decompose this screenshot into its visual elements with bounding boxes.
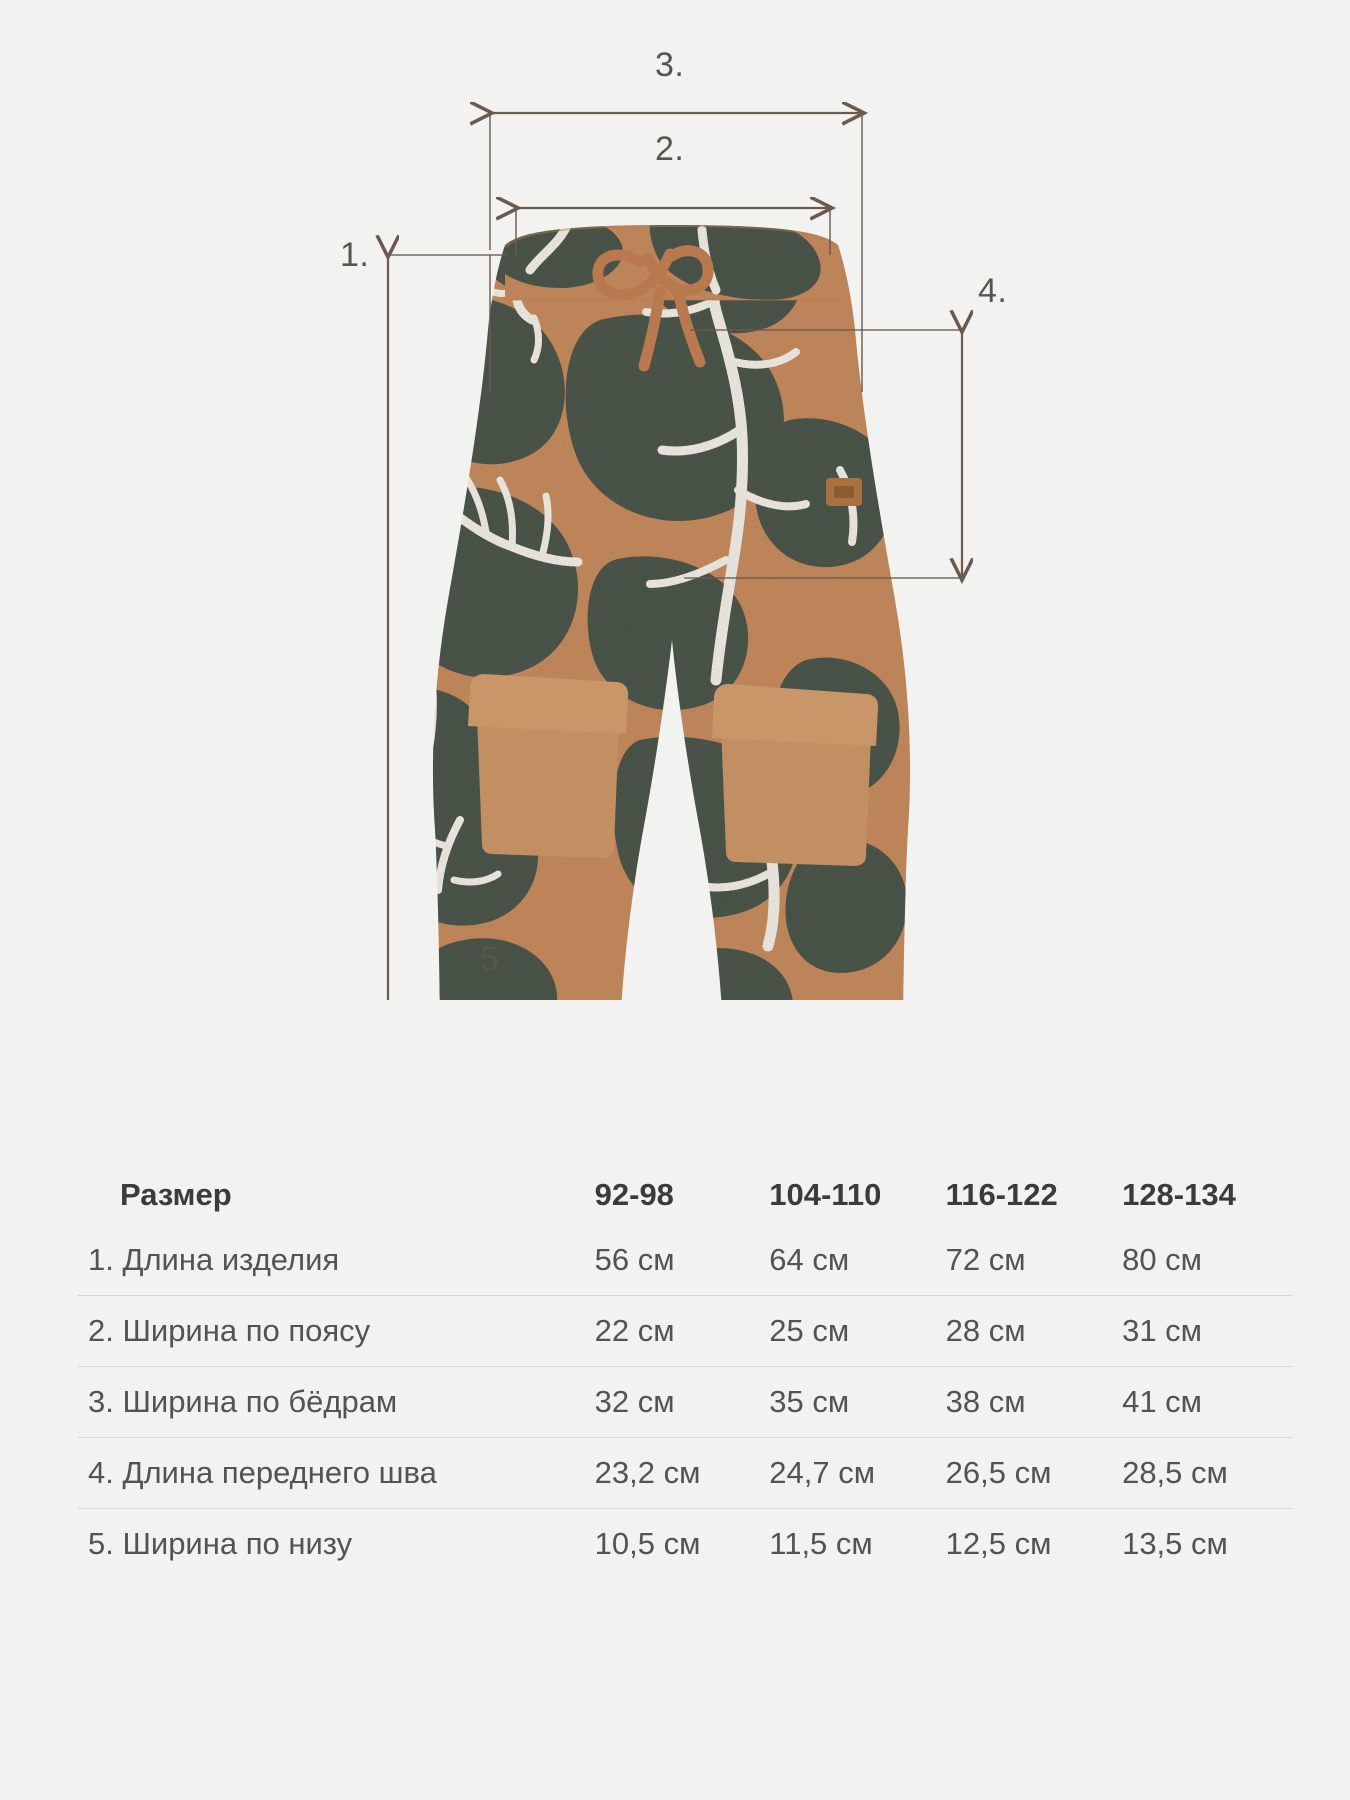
cell-value: 56 см bbox=[594, 1242, 675, 1277]
cell-value: 28 см bbox=[940, 1296, 1116, 1367]
cell-value: 35 см bbox=[763, 1367, 939, 1438]
table-row bbox=[78, 1225, 1293, 1296]
cell-value: 80 см bbox=[1122, 1242, 1202, 1277]
brand-label bbox=[826, 478, 862, 506]
cell-value: 11,5 см bbox=[763, 1509, 939, 1580]
cell-value: 12,5 см bbox=[940, 1509, 1116, 1580]
cell-value: 28,5 см bbox=[1116, 1438, 1293, 1509]
dimension-label-3: 3. bbox=[655, 46, 685, 84]
column-header-92-98: 92-98 bbox=[594, 1177, 674, 1212]
table-row bbox=[78, 1509, 1293, 1580]
cell-value: 13,5 см bbox=[1116, 1509, 1293, 1580]
dimension-label-2: 2. bbox=[655, 130, 685, 168]
dimension-label-5: 5. bbox=[480, 940, 510, 978]
dimension-label-4: 4. bbox=[978, 272, 1008, 310]
column-header-128-134: 128-134 bbox=[1122, 1177, 1236, 1212]
cell-value: 10,5 см bbox=[589, 1509, 764, 1580]
cell-value: 41 см bbox=[1116, 1367, 1293, 1438]
table-row bbox=[78, 1296, 1293, 1367]
row-label: 3. Ширина по бёдрам bbox=[78, 1367, 589, 1438]
column-header-size: Размер bbox=[120, 1177, 232, 1212]
cell-value: 25 см bbox=[763, 1296, 939, 1367]
row-label: 5. Ширина по низу bbox=[78, 1509, 589, 1580]
table-body bbox=[78, 1225, 1293, 1579]
cell-value: 22 см bbox=[589, 1296, 764, 1367]
table-header bbox=[78, 1160, 1293, 1225]
size-chart-table bbox=[78, 1160, 1293, 1579]
cell-value: 72 см bbox=[945, 1242, 1026, 1277]
cell-value: 64 см bbox=[769, 1242, 850, 1277]
cell-value: 32 см bbox=[589, 1367, 764, 1438]
column-header-104-110: 104-110 bbox=[769, 1177, 882, 1212]
table-row bbox=[78, 1438, 1293, 1509]
row-label: 4. Длина переднего шва bbox=[78, 1438, 589, 1509]
dimension-label-1: 1. bbox=[340, 236, 370, 274]
pocket-flap-left bbox=[468, 674, 628, 734]
table-header-row bbox=[78, 1160, 1293, 1225]
cell-value: 31 см bbox=[1116, 1296, 1293, 1367]
cell-value: 24,7 см bbox=[763, 1438, 939, 1509]
pocket-flap-right bbox=[712, 684, 878, 746]
table-row bbox=[78, 1367, 1293, 1438]
column-header-116-122: 116-122 bbox=[945, 1177, 1058, 1212]
cell-value: 26,5 см bbox=[940, 1438, 1116, 1509]
row-label: 1. Длина изделия bbox=[88, 1242, 340, 1277]
cell-value: 23,2 см bbox=[589, 1438, 764, 1509]
row-label: 2. Ширина по поясу bbox=[78, 1296, 589, 1367]
cell-value: 38 см bbox=[940, 1367, 1116, 1438]
